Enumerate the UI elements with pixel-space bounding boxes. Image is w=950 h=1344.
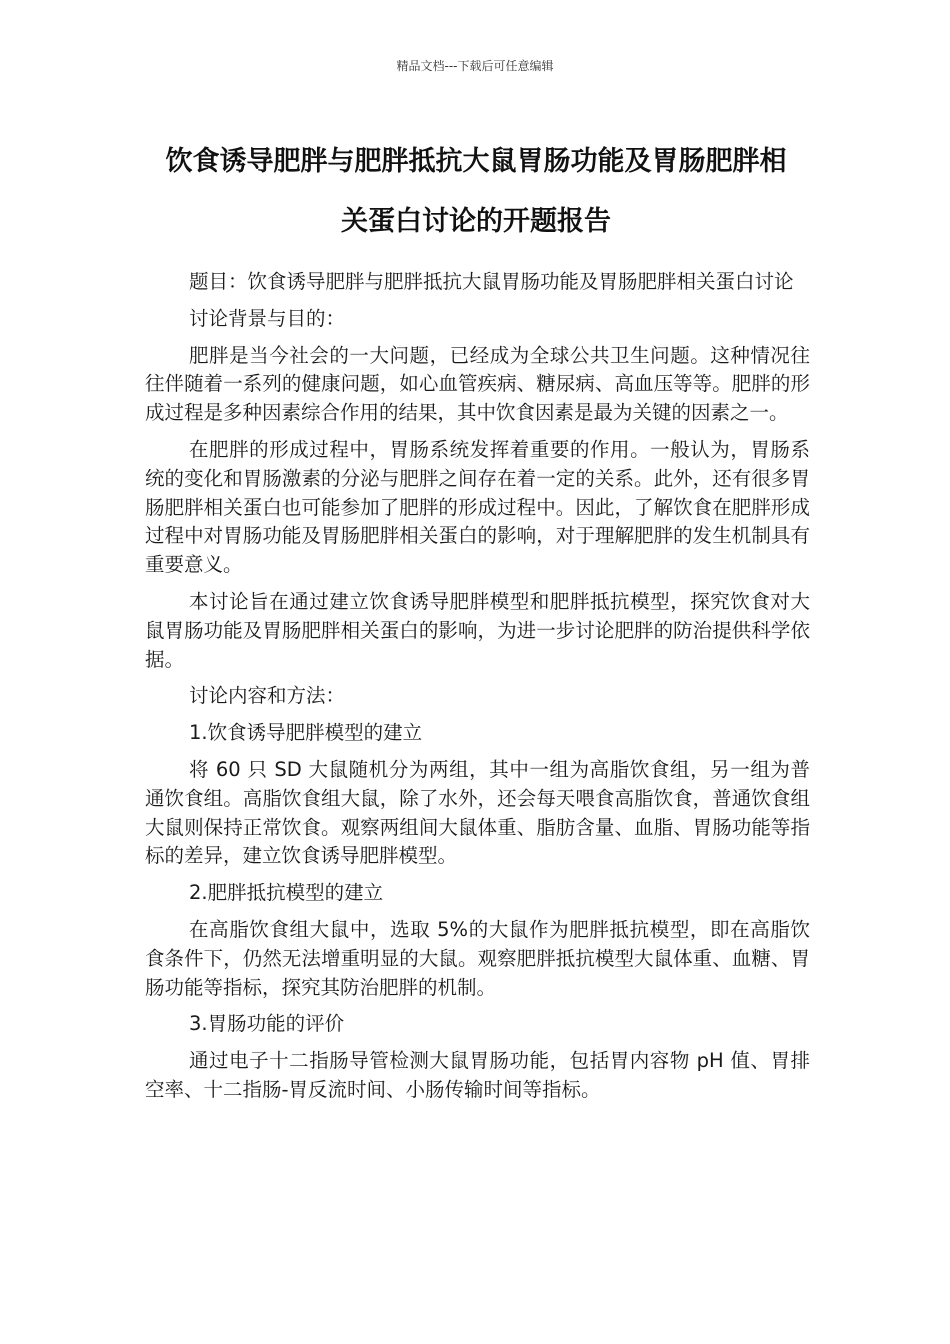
section-heading-methods: 讨论内容和方法： [189, 684, 346, 708]
subheading-2: 2.肥胖抵抗模型的建立 [189, 881, 384, 905]
section-heading-background: 讨论背景与目的： [189, 306, 346, 330]
title-line-2: 关蛋白讨论的开题报告 [341, 206, 611, 237]
title-line-1: 饮食诱导肥胖与肥胖抵抗大鼠胃肠功能及胃肠肥胖相 [165, 146, 787, 177]
background-paragraph-1: 肥胖是当今社会的一大问题，已经成为全球公共卫生问题。这种情况往往伴随着一系列的健康问题，如心血管疾病、糖尿病、高血压等等。肥胖的形成过程是多种因素综合作用的结果，其中饮食因素是最为关键的因素之一。 [145, 343, 810, 425]
method-paragraph-3: 通过电子十二指肠导管检测大鼠胃肠功能，包括胃内容物 pH 值、胃排空率、十二指肠-胃反流时间、小肠传输时间等指标。 [145, 1049, 810, 1101]
document-title [140, 132, 812, 252]
header-note: 精品文档---下载后可任意编辑 [396, 59, 554, 73]
background-paragraph-3: 本讨论旨在通过建立饮食诱导肥胖模型和肥胖抵抗模型，探究饮食对大鼠胃肠功能及胃肠肥胖相关蛋白的影响，为进一步讨论肥胖的防治提供科学依据。 [145, 589, 810, 671]
topic-paragraph: 题目：饮食诱导肥胖与肥胖抵抗大鼠胃肠功能及胃肠肥胖相关蛋白讨论 [189, 270, 794, 293]
method-paragraph-2: 在高脂饮食组大鼠中，选取 5%的大鼠作为肥胖抵抗模型，即在高脂饮食条件下，仍然无法增重明显的大鼠。观察肥胖抵抗模型大鼠体重、血糖、胃肠功能等指标，探究其防治肥胖的机制。 [145, 917, 810, 999]
document-body [145, 268, 810, 1113]
subheading-3: 3.胃肠功能的评价 [189, 1012, 345, 1036]
subheading-1: 1.饮食诱导肥胖模型的建立 [189, 721, 423, 745]
method-paragraph-1: 将 60 只 SD 大鼠随机分为两组，其中一组为高脂饮食组，另一组为普通饮食组。高脂饮食组大鼠，除了水外，还会每天喂食高脂饮食，普通饮食组大鼠则保持正常饮食。观察两组间大鼠体重、脂肪含量、血脂、胃肠功能等指标的差异，建立饮食诱导肥胖模型。 [145, 757, 810, 868]
background-paragraph-2: 在肥胖的形成过程中，胃肠系统发挥着重要的作用。一般认为，胃肠系统的变化和胃肠激素的分泌与肥胖之间存在着一定的关系。此外，还有很多胃肠肥胖相关蛋白也可能参加了肥胖的形成过程中。因此，了解饮食在肥胖形成过程中对胃肠功能及胃肠肥胖相关蛋白的影响，对于理解肥胖的发生机制具有重要意义。 [145, 437, 810, 577]
